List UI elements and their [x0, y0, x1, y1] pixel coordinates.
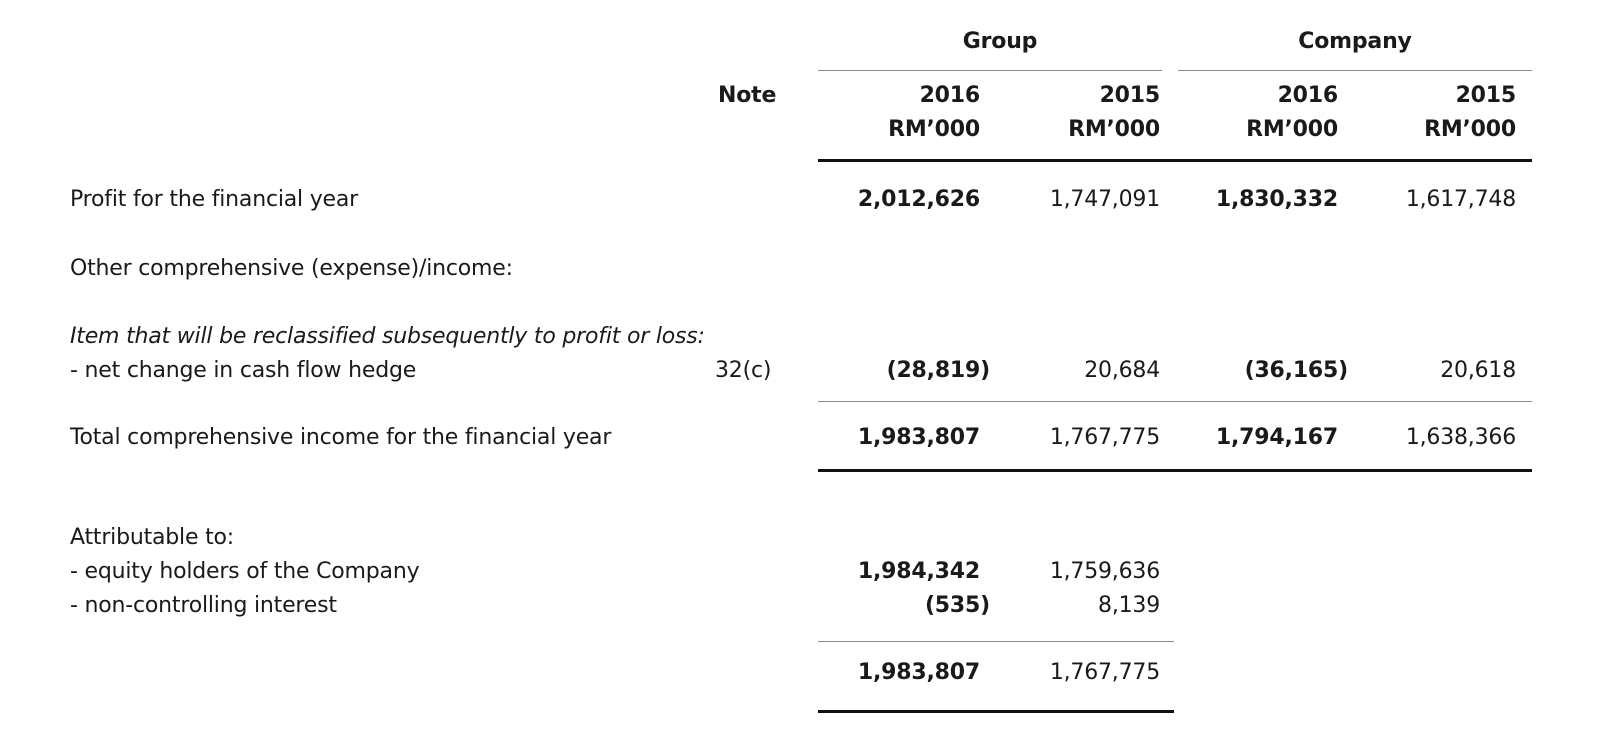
- company-header-rule: [1178, 70, 1532, 71]
- group-header-rule: [818, 70, 1162, 71]
- hedge-company-2016: (36,165): [1244, 358, 1348, 383]
- attributable-heading: Attributable to:: [70, 525, 234, 550]
- col-header-company-2015-year: 2015: [1455, 83, 1516, 108]
- col-header-company-2016-unit: RM’000: [1246, 117, 1338, 142]
- equity-holders-group-2015: 1,759,636: [1049, 559, 1160, 584]
- nci-group-2015: 8,139: [1098, 593, 1160, 618]
- group-header: Group: [962, 29, 1038, 54]
- total-bottom-rule: [818, 469, 1532, 472]
- header-bottom-rule: [818, 159, 1532, 162]
- company-header: Company: [1298, 29, 1412, 54]
- nci-label: - non-controlling interest: [70, 593, 337, 618]
- oci-heading: Other comprehensive (expense)/income:: [70, 256, 513, 281]
- total-label: Total comprehensive income for the financial year: [70, 425, 612, 450]
- hedge-group-2015: 20,684: [1084, 358, 1160, 383]
- col-header-group-2016-year: 2016: [919, 83, 980, 108]
- hedge-label: - net change in cash flow hedge: [70, 358, 417, 383]
- note-header: Note: [718, 83, 777, 108]
- reclass-heading: Item that will be reclassified subsequently to profit or loss:: [70, 324, 705, 349]
- col-header-group-2015-unit: RM’000: [1068, 117, 1160, 142]
- col-header-group-2016-unit: RM’000: [888, 117, 980, 142]
- nci-group-2016: (535): [924, 593, 990, 618]
- col-header-company-2016-year: 2016: [1277, 83, 1338, 108]
- col-header-company-2015-unit: RM’000: [1424, 117, 1516, 142]
- col-header-group-2015-year: 2015: [1099, 83, 1160, 108]
- subtotal-rule: [818, 401, 1532, 402]
- profit-company-2015: 1,617,748: [1405, 187, 1516, 212]
- attributable-total-group-2015: 1,767,775: [1049, 660, 1160, 685]
- profit-group-2015: 1,747,091: [1049, 187, 1160, 212]
- hedge-company-2015: 20,618: [1440, 358, 1516, 383]
- hedge-group-2016: (28,819): [886, 358, 990, 383]
- total-group-2016: 1,983,807: [857, 425, 980, 450]
- hedge-note: 32(c): [715, 358, 772, 383]
- profit-company-2016: 1,830,332: [1215, 187, 1338, 212]
- profit-label: Profit for the financial year: [70, 187, 359, 212]
- attributable-total-group-2016: 1,983,807: [857, 660, 980, 685]
- total-company-2016: 1,794,167: [1215, 425, 1338, 450]
- equity-holders-group-2016: 1,984,342: [857, 559, 980, 584]
- attributable-bottom-rule: [818, 710, 1174, 713]
- attributable-subtotal-rule: [818, 641, 1174, 642]
- profit-group-2016: 2,012,626: [857, 187, 980, 212]
- total-company-2015: 1,638,366: [1405, 425, 1516, 450]
- total-group-2015: 1,767,775: [1049, 425, 1160, 450]
- equity-holders-label: - equity holders of the Company: [70, 559, 420, 584]
